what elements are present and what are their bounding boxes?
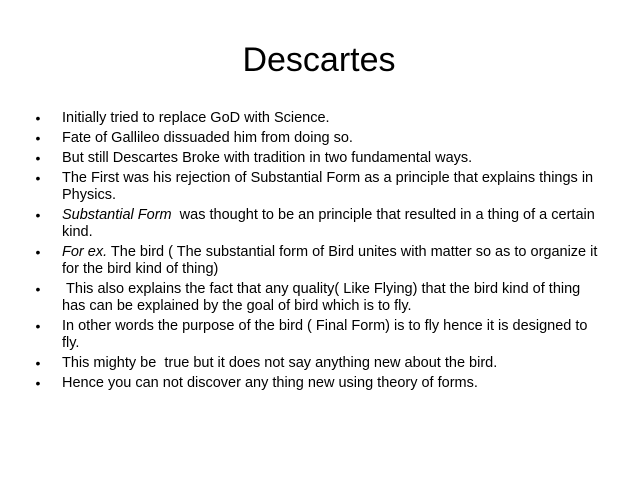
bullet-text: Initially tried to replace GoD with Science. [62,110,330,126]
bullet-item [32,375,607,392]
bullet-marker: • [35,355,41,371]
bullet-text: This also explains the fact that any quality( Like Flying) that the bird kind of thing has can be explained by the goal of bird which is to fly. [62,281,585,314]
bullet-item [32,110,607,127]
bullet-marker: • [35,130,41,146]
bullet-list [32,110,607,395]
bullet-marker: • [35,244,41,260]
bullet-text: The First was his rejection of Substantial Form as a principle that explains things in Physics. [62,170,594,203]
bullet-text: This mighty be true but it does not say anything new about the bird. [62,355,498,371]
bullet-marker: • [35,150,41,166]
bullet-item [32,355,607,372]
bullet-lead-italic: Substantial Form [62,207,172,223]
bullet-item [32,150,607,167]
slide-title: Descartes [242,41,396,79]
bullet-item [32,244,607,278]
bullet-marker: • [35,375,41,391]
bullet-item [32,170,607,204]
bullet-text: But still Descartes Broke with tradition in two fundamental ways. [62,150,473,166]
bullet-marker: • [35,207,41,223]
bullet-item [32,318,607,352]
bullet-marker: • [35,318,41,334]
bullet-marker: • [35,170,41,186]
bullet-marker: • [35,281,41,297]
bullet-text: In other words the purpose of the bird ( Final Form) is to fly hence it is designed to fly. [62,318,588,351]
bullet-lead-italic: For ex. [62,244,108,260]
bullet-item [32,130,607,147]
bullet-text: The bird ( The substantial form of Bird unites with matter so as to organize it for the bird kind of thing) [62,244,602,277]
bullet-text: was thought to be an principle that resulted in a thing of a certain kind. [62,207,599,240]
bullet-item [32,207,607,241]
bullet-text: Fate of Gallileo dissuaded him from doing so. [62,130,353,146]
bullet-marker: • [35,110,41,126]
bullet-item [32,281,607,315]
bullet-text: Hence you can not discover any thing new using theory of forms. [62,375,478,391]
